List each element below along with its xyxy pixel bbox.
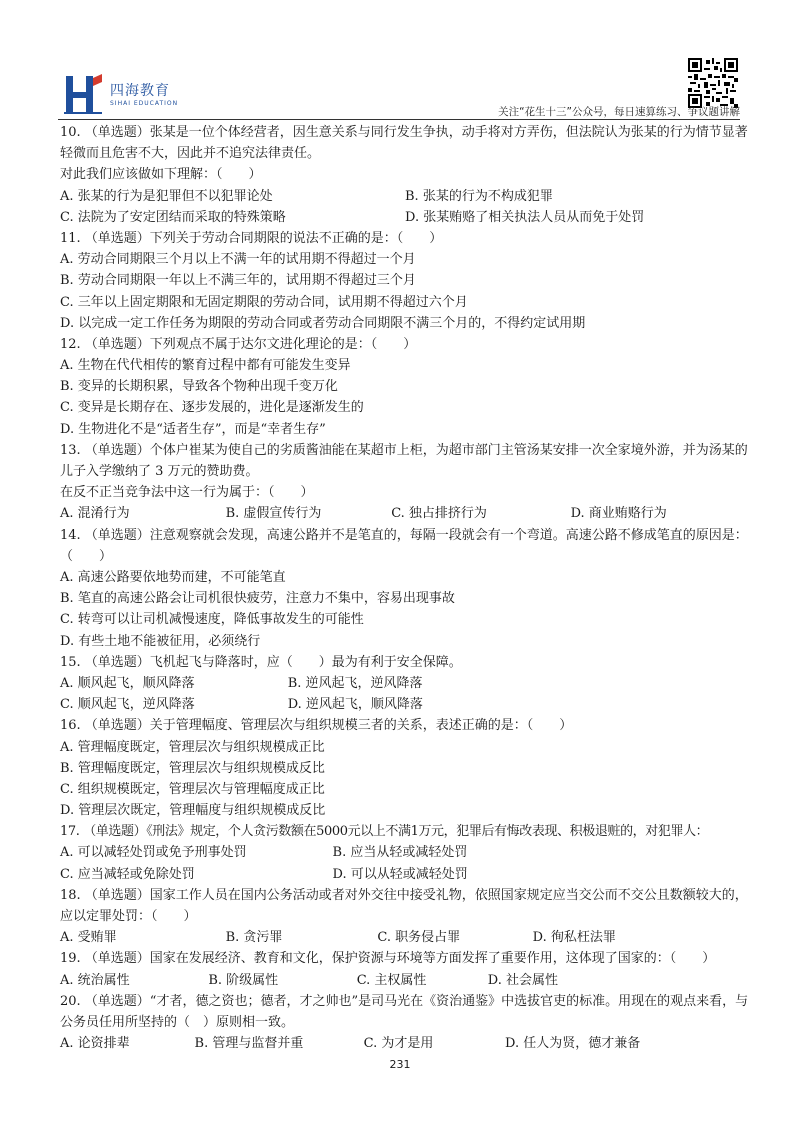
option-d: D. 生物进化不是“适者生存”，而是“幸者生存” xyxy=(60,421,326,437)
option-d: D. 任人为贤，德才兼备 xyxy=(505,1036,641,1052)
option-d: D. 徇私枉法罪 xyxy=(532,930,616,946)
question-18 xyxy=(60,885,750,949)
option-d: D. 有些土地不能被征用，必须绕行 xyxy=(60,633,261,649)
question-stem: 19. （单选题）国家在发展经济、教育和文化，保护资源与环境等方面发挥了重要作用，这体现了国家的：（ ） xyxy=(60,951,716,967)
option-c: C. 职务侵占罪 xyxy=(377,930,461,946)
option-c: C. 主权属性 xyxy=(356,972,427,988)
option-b: B. 管理幅度既定，管理层次与组织规模成反比 xyxy=(60,760,325,776)
option-a: A. 生物在代代相传的繁育过程中都有可能发生变异 xyxy=(60,358,351,374)
header-divider xyxy=(58,119,740,120)
option-b: B. 逆风起飞，逆风降落 xyxy=(287,675,423,691)
question-10 xyxy=(60,122,750,228)
question-stem: 13. （单选题）个体户崔某为使自己的劣质酱油能在某超市上柜，为超市部门主管汤某安排一次全家境外游，并为汤某的儿子入学缴纳了 3 万元的赞助费。 xyxy=(60,442,748,480)
option-d: D. 社会属性 xyxy=(487,972,559,988)
question-stem: 10. （单选题）张某是一位个体经营者，因生意关系与同行发生争执，动手将对方弄伤，但法院认为张某的行为情节显著轻微而且危害不大，因此并不追究法律责任。 xyxy=(60,125,748,162)
option-a: A. 劳动合同期限三个月以上不满一年的试用期不得超过一个月 xyxy=(60,252,416,268)
qr-code-icon xyxy=(688,58,738,108)
option-d: D. 商业贿赂行为 xyxy=(570,506,667,522)
question-stem: 18. （单选题）国家工作人员在国内公务活动或者对外交往中接受礼物，依照国家规定应当交公而不交公且数额较大的，应以定罪处罚：（ ） xyxy=(60,887,748,925)
question-19 xyxy=(60,948,750,990)
question-stem: 11. （单选题）下列关于劳动合同期限的说法不正确的是：（ ） xyxy=(60,230,443,246)
page-header xyxy=(0,0,800,122)
logo-text-cn: 四海教育 xyxy=(110,83,170,99)
option-d: D. 管理层次既定，管理幅度与组织规模成反比 xyxy=(60,803,326,819)
option-c: C. 组织规模既定，管理层次与管理幅度成正比 xyxy=(60,781,325,797)
option-a: A. 高速公路要依地势而建，不可能笔直 xyxy=(60,570,286,586)
option-c: C. 法院为了安定团结而采取的特殊策略 xyxy=(60,209,286,225)
header-note: 关注“花生十三”公众号，每日速算练习、争议题讲解 xyxy=(498,106,740,118)
option-b: B. 应当从轻或减轻处罚 xyxy=(332,845,468,861)
option-b: B. 阶级属性 xyxy=(208,972,279,988)
page-number: 231 xyxy=(389,1058,411,1071)
option-d: D. 可以从轻或减轻处罚 xyxy=(332,866,468,882)
logo xyxy=(64,72,194,120)
question-stem-cont: 对此我们应该做如下理解：（ ） xyxy=(60,167,262,183)
question-list xyxy=(60,122,750,1054)
option-a: A. 顺风起飞，顺风降落 xyxy=(60,675,195,691)
option-d: D. 以完成一定工作任务为期限的劳动合同或者劳动合同期限不满三个月的，不得约定试用期 xyxy=(60,315,586,331)
question-stem: 20. （单选题）“才者，德之资也；德者，才之帅也”是司马光在《资治通鉴》中选拔官吏的标准。用现在的观点来看，与公务员任用所坚持的（ ）原则相一致。 xyxy=(60,993,749,1031)
option-a: A. 统治属性 xyxy=(60,972,130,988)
option-a: A. 管理幅度既定，管理层次与组织规模成正比 xyxy=(60,739,325,755)
option-a: A. 受贿罪 xyxy=(60,930,117,946)
question-17 xyxy=(60,821,750,885)
question-stem-cont: 在反不正当竞争法中这一行为属于：（ ） xyxy=(60,485,314,501)
question-12 xyxy=(60,334,750,440)
option-c: C. 转弯可以让司机减慢速度，降低事故发生的可能性 xyxy=(60,612,364,628)
question-stem: 14. （单选题）注意观察就会发现，高速公路并不是笔直的，每隔一段就会有一个弯道。高速公路不修成笔直的原因是：（ ） xyxy=(60,527,748,564)
option-a: A. 张某的行为是犯罪但不以犯罪论处 xyxy=(60,188,273,204)
option-c: C. 变异是长期存在、逐步发展的，进化是逐渐发生的 xyxy=(60,400,364,416)
option-c: C. 为才是用 xyxy=(363,1036,434,1052)
question-stem: 12. （单选题）下列观点不属于达尔文进化理论的是：（ ） xyxy=(60,336,417,352)
option-b: B. 虚假宣传行为 xyxy=(225,506,322,522)
option-b: B. 劳动合同期限一年以上不满三年的，试用期不得超过三个月 xyxy=(60,273,416,289)
option-c: C. 独占排挤行为 xyxy=(391,506,487,522)
option-b: B. 笔直的高速公路会让司机很快疲劳，注意力不集中，容易出现事故 xyxy=(60,591,455,607)
option-a: A. 论资排辈 xyxy=(60,1036,130,1052)
option-a: A. 可以减轻处罚或免予刑事处罚 xyxy=(60,845,247,861)
option-b: B. 贪污罪 xyxy=(225,930,283,946)
question-11 xyxy=(60,228,750,334)
option-d: D. 张某贿赂了相关执法人员从而免于处罚 xyxy=(405,209,645,225)
question-15 xyxy=(60,652,750,716)
logo-text-en: SIHAI EDUCATION xyxy=(110,100,179,107)
question-stem: 17. （单选题）《刑法》规定，个人贪污数额在5000元以上不满1万元，犯罪后有悔改表现、积极退赃的，对犯罪人： xyxy=(60,824,709,840)
question-16 xyxy=(60,715,750,821)
question-20 xyxy=(60,991,750,1055)
question-stem: 15. （单选题）飞机起飞与降落时，应（ ）最为有利于安全保障。 xyxy=(60,654,462,670)
option-b: B. 管理与监督并重 xyxy=(194,1036,304,1052)
option-d: D. 逆风起飞，顺风降落 xyxy=(287,697,423,713)
question-14 xyxy=(60,525,750,652)
option-b: B. 变异的长期积累，导致各个物种出现千变万化 xyxy=(60,379,338,395)
option-c: C. 应当减轻或免除处罚 xyxy=(60,866,195,882)
option-c: C. 顺风起飞，逆风降落 xyxy=(60,697,195,713)
option-c: C. 三年以上固定期限和无固定期限的劳动合同，试用期不得超过六个月 xyxy=(60,294,468,310)
question-13 xyxy=(60,440,750,525)
option-b: B. 张某的行为不构成犯罪 xyxy=(405,188,553,204)
logo-mark-icon xyxy=(64,72,104,116)
option-a: A. 混淆行为 xyxy=(60,506,130,522)
question-stem: 16. （单选题）关于管理幅度、管理层次与组织规模三者的关系，表述正确的是：（ ） xyxy=(60,718,573,734)
